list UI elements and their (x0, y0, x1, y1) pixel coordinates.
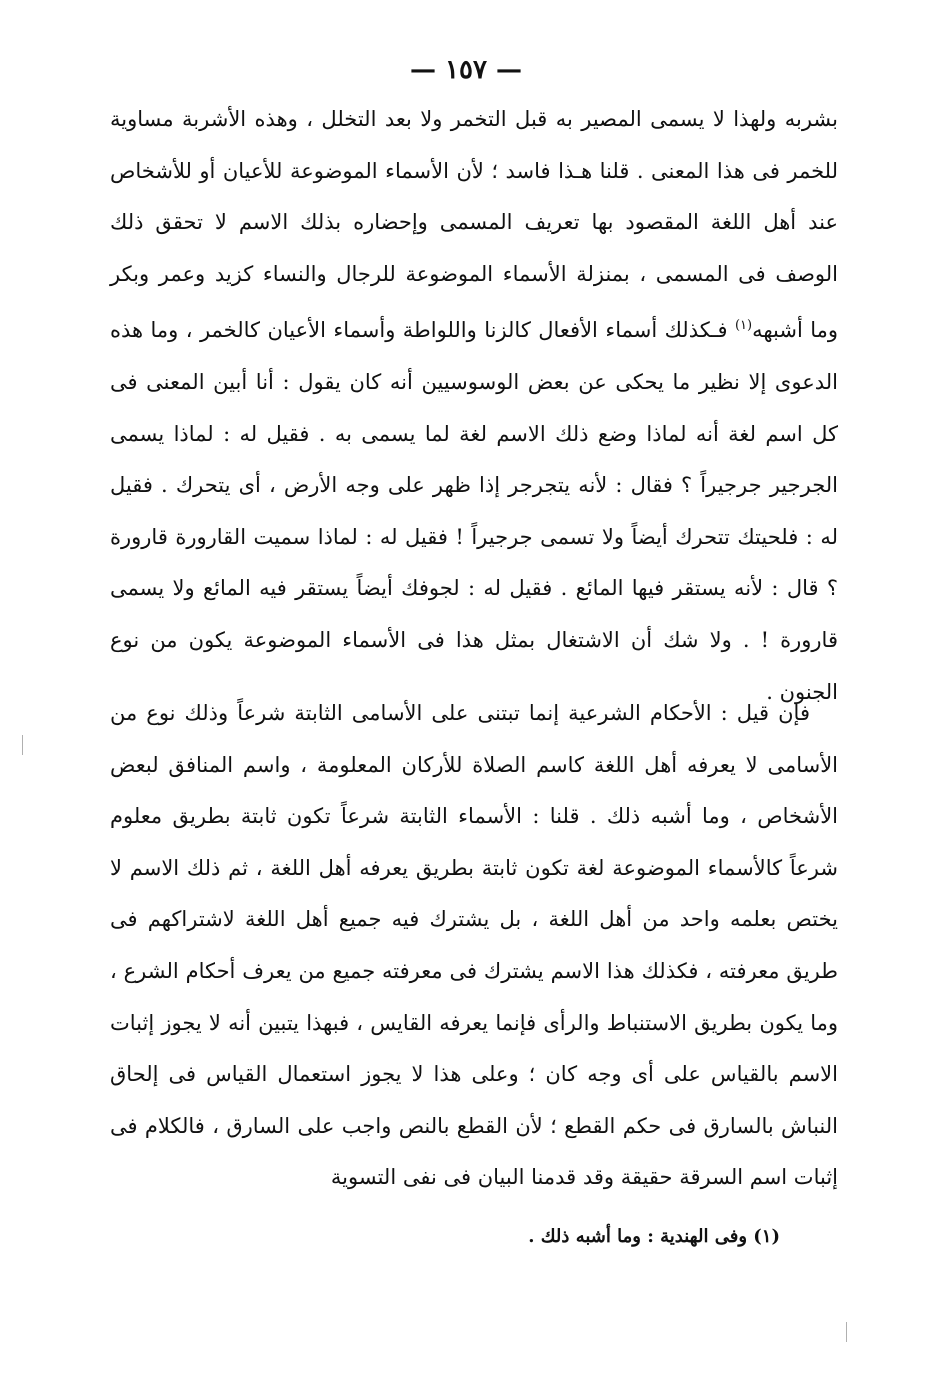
scan-edge-mark-right (846, 1322, 847, 1342)
scan-edge-mark-left (22, 735, 23, 755)
footnote-reference-mark: (١) (734, 318, 753, 334)
paragraph-1 (110, 94, 838, 718)
footnote: (١) وفى الهندية : وما أشبه ذلك . (528, 1226, 780, 1247)
paragraph-1-text-start: بشربه ولهذا لا يسمى المصير به قبل التخمر ولا بعد التخلل ، وهذه الأشربة مساوية للخمر فى هذا المعنى . قلنا هـذا فاسد ؛ لأن الأسماء الموضوعة للأعيان أو للأشخاص عند أهل اللغة المقصود بها تعريف المسمى وإحضاره بذلك الاسم لا تحقق ذلك الوصف فى المسمى ، بمنزلة الأسماء الموضوعة للرجال والنساء كزيد وعمر وبكر وما أشبهه (110, 107, 838, 343)
page-number: — ١٥٧ — (409, 55, 523, 85)
paragraph-2 (110, 688, 838, 1204)
paragraph-2-text: فإن قيل : الأحكام الشرعية إنما تبتنى على الأسامى الثابتة شرعاً وذلك نوع من الأسامى لا يعرفه أهل اللغة كاسم الصلاة للأركان المعلومة ، واسم المنافق لبعض الأشخاص ، وما أشبه ذلك . قلنا : الأسماء الثابتة شرعاً تكون ثابتة بطريق معلوم شرعاً كالأسماء الموضوعة لغة تكون ثابتة بطريق يعرفه أهل اللغة ، ثم ذلك الاسم لا يختص بعلمه واحد من أهل اللغة ، بل يشترك فيه جميع أهل اللغة لاشتراكهم فى طريق معرفته ، فكذلك هذا الاسم يشترك فى معرفته جميع من يعرف أحكام الشرع ، وما يكون بطريق الاستنباط والرأى فإنما يعرفه القايس ، فبهذا يتبين أنه لا يجوز إثبات الاسم بالقياس على أى وجه كان ؛ وعلى هذا لا يجوز استعمال القياس فى إلحاق النباش بالسارق فى حكم القطع ؛ لأن القطع بالنص واجب على السارق ، فالكلام فى إثبات اسم السرقة حقيقة وقد قدمنا البيان فى نفى التسوية (110, 701, 838, 1190)
paragraph-1-text (110, 94, 838, 718)
paragraph-1-text-end: فـكذلك أسماء الأفعال كالزنا واللواطة وأسماء الأعيان كالخمر ، وما هذه الدعوى إلا نظير ما يحكى عن بعض الوسوسيين أنه كان يقول : أنا أبين المعنى فى كل اسم لغة أنه لماذا وضع ذلك الاسم لغة لما يسمى به . فقيل له : لماذا يسمى الجرجير جرجيراً ؟ فقال : لأنه يتجرجر إذا ظهر على وجه الأرض ، أى يتحرك . فقيل له : فلحيتك تتحرك أيضاً ولا تسمى جرجيراً ! فقيل له : لماذا سميت القارورة قارورة ؟ قال : لأنه يستقر فيها المائع . فقيل له : لجوفك أيضاً يستقر فيه المائع ولا يسمى قارورة ! . ولا شك أن الاشتغال بمثل هذا فى الأسماء الموضوعة يكون من نوع الجنون . (110, 318, 838, 704)
